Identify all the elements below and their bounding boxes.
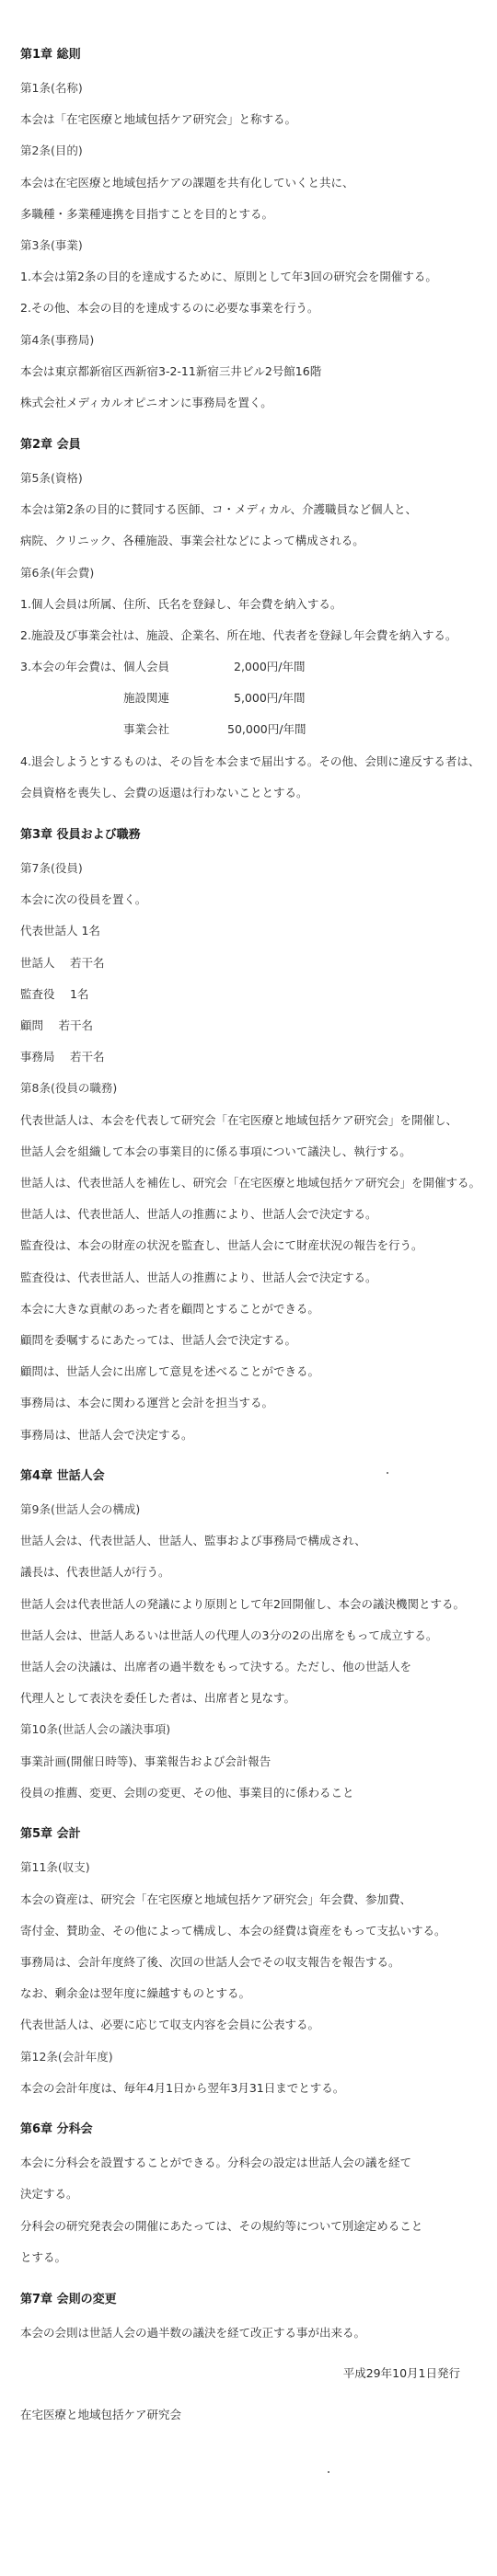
article-7-heading: 第7条(役員) (20, 861, 83, 875)
article-6-text-3: 4.退会しようとするものは、その旨を本会まで届出する。その他、会則に違反する者は、 (20, 754, 480, 768)
article-11-text: なお、剰余金は翌年度に繰越すものとする。 (20, 1986, 251, 2000)
article-8-text: 事務局は、世話人会で決定する。 (20, 1428, 193, 1442)
article-8-text: 事務局は、本会に関わる運営と会計を担当する。 (20, 1396, 274, 1409)
fee-label: 個人会員 (123, 660, 170, 673)
article-2-heading: 第2条(目的) (20, 144, 83, 157)
officer-role: 顧問 若干名 (20, 1018, 93, 1032)
chapter-6-text: 分科会の研究発表会の開催にあたっては、その規約等について別途定めること (20, 2219, 423, 2233)
article-5-heading: 第5条(資格) (20, 471, 83, 485)
article-4-heading: 第4条(事務局) (20, 333, 95, 347)
article-11-text: 本会の資産は、研究会「在宅医療と地域包括ケア研究会」年会費、参加費、 (20, 1892, 412, 1906)
article-11-text: 寄付金、賛助金、その他によって構成し、本会の経費は資産をもって支払いする。 (20, 1924, 446, 1938)
article-4-text-2: 株式会社メディカルオピニオンに事務局を置く。 (20, 396, 272, 409)
article-8-text: 監査役は、本会の財産の状況を監査し、世話人会にて財産状況の報告を行う。 (20, 1238, 423, 1252)
article-11-heading: 第11条(収支) (20, 1860, 90, 1874)
chapter-6-heading: 第6章 分科会 (20, 2122, 93, 2136)
fee-amount: 2,000円/年間 (234, 660, 306, 673)
officer-role: 世話人 若干名 (20, 956, 105, 970)
article-3-text-1: 1.本会は第2条の目的を達成するために、原則として年3回の研究会を開催する。 (20, 270, 437, 283)
fee-amount: 5,000円/年間 (234, 691, 306, 705)
article-8-text: 世話人会を組織して本会の事業目的に係る事項について議決し、執行する。 (20, 1144, 411, 1158)
article-10-text: 役員の推薦、変更、会則の変更、その他、事業目的に係わること (20, 1786, 354, 1800)
article-9-text: 世話人会は、代表世話人、世話人、監事および事務局で構成され、 (20, 1534, 366, 1547)
chapter-6-text: とする。 (20, 2250, 67, 2264)
officer-role: 監査役 1名 (20, 987, 89, 1001)
article-9-heading: 第9条(世話人会の構成) (20, 1502, 141, 1516)
fee-amount: 50,000円/年間 (227, 722, 306, 736)
chapter-2-heading: 第2章 会員 (20, 438, 81, 452)
article-6-heading: 第6条(年会費) (20, 566, 95, 580)
article-8-text: 世話人は、代表世話人、世話人の推薦により、世話人会で決定する。 (20, 1207, 377, 1221)
article-9-text: 代理人として表決を委任した者は、出席者と見なす。 (20, 1691, 296, 1705)
article-6-text-2: 2.施設及び事業会社は、施設、企業名、所在地、代表者を登録し年会費を納入する。 (20, 628, 457, 642)
article-2-text-2: 多職種・多業種連携を目指すことを目的とする。 (20, 207, 274, 221)
chapter-6-text: 決定する。 (20, 2187, 78, 2201)
article-8-text: 代表世話人は、本会を代表して研究会「在宅医療と地域包括ケア研究会」を開催し、 (20, 1113, 458, 1127)
organization-name: 在宅医療と地域包括ケア研究会 (20, 2408, 182, 2421)
article-2-text-1: 本会は在宅医療と地域包括ケアの課題を共有化していくと共に、 (20, 176, 354, 190)
article-9-text: 世話人会の決議は、出席者の過半数をもって決する。ただし、他の世話人を (20, 1660, 412, 1673)
stray-dot (328, 2471, 329, 2473)
article-4-text-1: 本会は東京都新宿区西新宿3-2-11新宿三井ビル2号館16階 (20, 364, 322, 378)
article-1-heading: 第1条(名称) (20, 81, 83, 95)
article-8-text: 監査役は、代表世話人、世話人の推薦により、世話人会で決定する。 (20, 1271, 377, 1284)
article-9-text: 世話人会は代表世話人の発議により原則として年2回開催し、本会の議決機関とする。 (20, 1597, 465, 1611)
fee-intro: 3.本会の年会費は、 (20, 660, 123, 673)
fee-label: 事業会社 (123, 722, 170, 736)
article-5-text-2: 病院、クリニック、各種施設、事業会社などによって構成される。 (20, 534, 364, 547)
article-8-text: 本会に大きな貢献のあった者を顧問とすることができる。 (20, 1302, 319, 1316)
issue-date: 平成29年10月1日発行 (342, 2366, 460, 2380)
article-8-text: 顧問を委嘱するにあたっては、世話人会で決定する。 (20, 1333, 297, 1347)
article-10-text: 事業計画(開催日時等)、事業報告および会計報告 (20, 1754, 272, 1768)
chapter-3-heading: 第3章 役員および職務 (20, 828, 141, 842)
article-1-text: 本会は「在宅医療と地域包括ケア研究会」と称する。 (20, 112, 297, 126)
article-3-text-2: 2.その他、本会の目的を達成するのに必要な事業を行う。 (20, 301, 319, 315)
article-9-text: 議長は、代表世話人が行う。 (20, 1565, 170, 1579)
chapter-5-heading: 第5章 会計 (20, 1827, 81, 1841)
chapter-1-heading: 第1章 総則 (20, 48, 81, 62)
article-12-heading: 第12条(会計年度) (20, 2050, 113, 2064)
article-8-text: 顧問は、世話人会に出席して意見を述べることができる。 (20, 1364, 320, 1378)
officer-role: 事務局 若干名 (20, 1050, 105, 1064)
article-8-text: 世話人は、代表世話人を補佐し、研究会「在宅医療と地域包括ケア研究会」を開催する。 (20, 1176, 481, 1190)
fee-label: 施設関連 (123, 691, 170, 705)
article-6-text-1: 1.個人会員は所属、住所、氏名を登録し、年会費を納入する。 (20, 597, 342, 611)
chapter-6-text: 本会に分科会を設置することができる。分科会の設定は世話人会の議を経て (20, 2156, 412, 2169)
article-3-heading: 第3条(事業) (20, 238, 83, 252)
article-12-text: 本会の会計年度は、毎年4月1日から翌年3月31日までとする。 (20, 2081, 345, 2095)
chapter-7-text: 本会の会則は世話人会の過半数の議決を経て改正する事が出来る。 (20, 2326, 366, 2340)
article-11-text: 事務局は、会計年度終了後、次回の世話人会でその収支報告を報告する。 (20, 1955, 400, 1969)
stray-dot (387, 1472, 388, 1474)
chapter-4-heading: 第4章 世話人会 (20, 1469, 105, 1483)
article-11-text: 代表世話人は、必要に応じて収支内容を会員に公表する。 (20, 2018, 320, 2031)
article-6-text-4: 会員資格を喪失し、会費の返還は行わないこととする。 (20, 786, 308, 799)
article-7-text: 本会に次の役員を置く。 (20, 892, 147, 906)
article-10-heading: 第10条(世話人会の議決事項) (20, 1722, 171, 1736)
article-9-text: 世話人会は、世話人あるいは世話人の代理人の3分の2の出席をもって成立する。 (20, 1628, 438, 1642)
officer-role: 代表世話人 1名 (20, 924, 100, 937)
article-5-text-1: 本会は第2条の目的に賛同する医師、コ・メディカル、介護職員など個人と、 (20, 502, 417, 516)
article-8-heading: 第8条(役員の職務) (20, 1081, 118, 1095)
chapter-7-heading: 第7章 会則の変更 (20, 2293, 117, 2306)
